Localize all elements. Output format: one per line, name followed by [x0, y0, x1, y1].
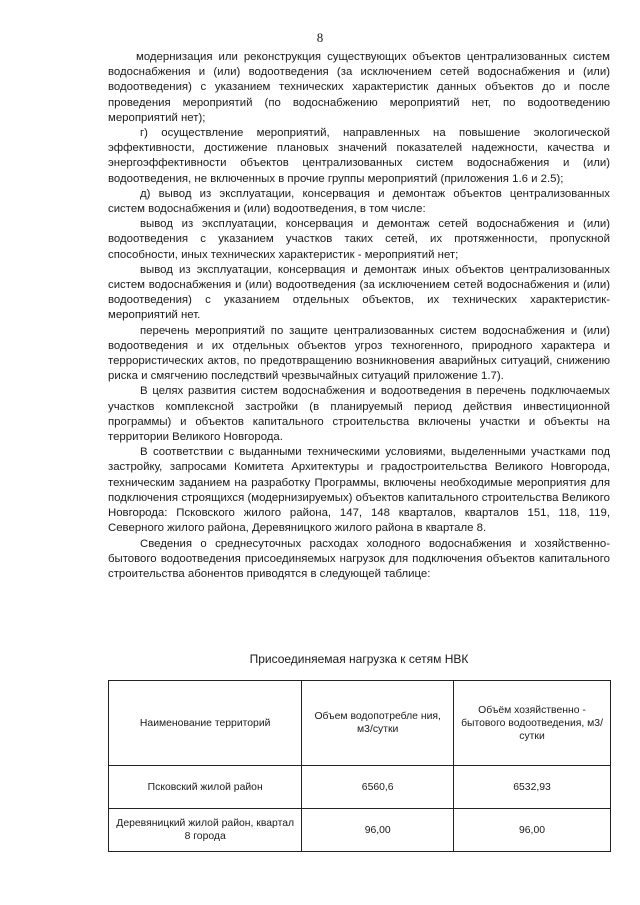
table-row — [109, 809, 611, 852]
cell-wastewater: 96,00 — [454, 809, 611, 852]
page-number: 8 — [316, 30, 324, 45]
document-body — [108, 50, 610, 582]
paragraph: вывод из эксплуатации, консервация и демонтаж сетей водоснабжения и (или) водоотведения с указанием участков таких сетей, их протяженности, пропускной способности, иных технических характеристик - мероприятий нет; — [108, 218, 610, 261]
paragraph: модернизация или реконструкция существующих объектов централизованных систем водоснабжения и (или) водоотведения (за исключением сетей водоснабжения и (или) водоотведения) с указанием технических характеристик данных объектов до и после проведения мероприятий (по водоснабжению мероприятий нет, по водоотведению мероприятий нет); — [108, 51, 610, 124]
header-water-consumption: Объем водопотребле ния, м3/сутки — [302, 681, 454, 766]
paragraph: В соответствии с выданными техническими условиями, выделенными участками под застройку, запросами Комитета Архитектуры и градостроительства Великого Новгорода, техническим заданием на разработку Программы, включены необходимые мероприятия для подключения строящихся (модернизируемых) объектов капитального строительства Великого Новгорода: Псковского жилого района, 147, 148 кварталов, кварталов 151, 118, 119, Северного жилого района, Деревяницкого жилого района в квартале 8. — [108, 446, 610, 535]
cell-territory: Псковский жилой район — [109, 766, 302, 809]
paragraph: перечень мероприятий по защите централизованных систем водоснабжения и (или) водоотведения и их отдельных объектов угроз техногенного, природного характера и террористических актов, по предотвращению возникновения аварийных ситуаций, снижению риска и смягчению последствий чрезвычайных ситуаций приложение 1.7). — [108, 324, 610, 383]
cell-territory: Деревяницкий жилой район, квартал 8 города — [109, 809, 302, 852]
load-table — [108, 680, 611, 852]
paragraph: вывод из эксплуатации, консервация и демонтаж иных объектов централизованных систем водоснабжения и (или) водоотведения (за исключением сетей водоснабжения и (или) водоотведения) с указанием отдельных объектов, их технических характеристик- мероприятий нет. — [108, 263, 610, 322]
cell-water-consumption: 96,00 — [302, 809, 454, 852]
header-territory: Наименование территорий — [109, 681, 302, 766]
paragraph: г) осуществление мероприятий, направленных на повышение экологической эффективности, достижение плановых значений показателей надежности, качества и энергоэффективности объектов централизованных систем водоснабжения и (или) водоотведения, не включенных в прочие группы мероприятий (приложения 1.6 и 2.5); — [108, 127, 610, 185]
table-caption: Присоединяемая нагрузка к сетям НВК — [249, 652, 469, 666]
header-wastewater: Объём хозяйственно - бытового водоотведения, м3/сутки — [454, 681, 611, 766]
cell-wastewater: 6532,93 — [454, 766, 611, 809]
paragraph: Сведения о среднесуточных расходах холодного водоснабжения и хозяйственно-бытового водоотведения присоединяемых нагрузок для подключения объектов капитального строительства абонентов приводятся в следующей таблице: — [108, 537, 610, 580]
paragraph: В целях развития систем водоснабжения и водоотведения в перечень подключаемых участков комплексной застройки (в планируемый период действия инвестиционной программы) и объектов капитального строительства включены участки и объекты на территории Великого Новгорода. — [108, 385, 610, 444]
paragraph: д) вывод из эксплуатации, консервация и демонтаж объектов централизованных систем водоснабжения и (или) водоотведения, в том числе: — [108, 187, 610, 216]
cell-water-consumption: 6560,6 — [302, 766, 454, 809]
table-header-row — [109, 681, 611, 766]
table-row — [109, 766, 611, 809]
